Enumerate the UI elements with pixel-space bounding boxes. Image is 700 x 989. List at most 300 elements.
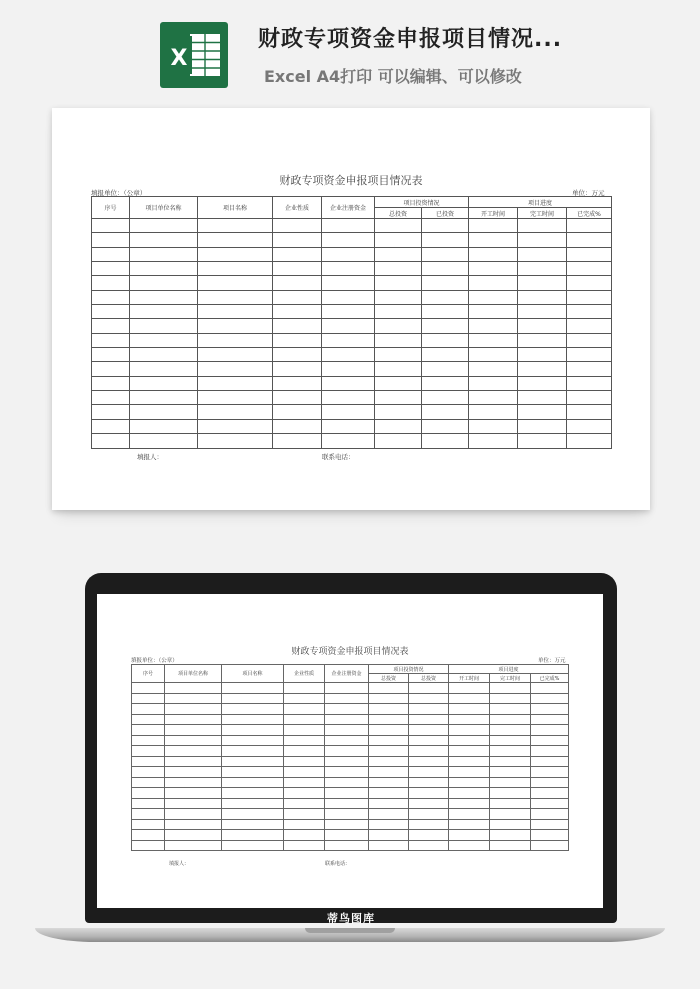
table-cell[interactable] xyxy=(92,434,130,448)
table-cell[interactable] xyxy=(130,262,198,276)
table-cell[interactable] xyxy=(531,714,569,725)
table-cell[interactable] xyxy=(222,714,284,725)
table-cell[interactable] xyxy=(409,777,449,788)
table-cell[interactable] xyxy=(531,830,569,841)
table-cell[interactable] xyxy=(130,276,198,290)
table-cell[interactable] xyxy=(469,405,518,419)
table-cell[interactable] xyxy=(325,714,369,725)
table-cell[interactable] xyxy=(518,262,567,276)
table-cell[interactable] xyxy=(132,704,165,715)
table-cell[interactable] xyxy=(422,319,469,333)
table-cell[interactable] xyxy=(369,725,409,736)
table-cell[interactable] xyxy=(165,830,222,841)
table-cell[interactable] xyxy=(369,819,409,830)
table-cell[interactable] xyxy=(322,319,375,333)
table-cell[interactable] xyxy=(369,788,409,799)
table-cell[interactable] xyxy=(531,798,569,809)
table-cell[interactable] xyxy=(567,348,612,362)
table-cell[interactable] xyxy=(284,735,325,746)
table-cell[interactable] xyxy=(165,767,222,778)
table-cell[interactable] xyxy=(422,233,469,247)
table-cell[interactable] xyxy=(469,262,518,276)
table-cell[interactable] xyxy=(132,840,165,851)
table-cell[interactable] xyxy=(165,777,222,788)
table-cell[interactable] xyxy=(369,798,409,809)
table-cell[interactable] xyxy=(132,830,165,841)
table-cell[interactable] xyxy=(273,276,322,290)
table-cell[interactable] xyxy=(409,704,449,715)
table-cell[interactable] xyxy=(222,693,284,704)
table-cell[interactable] xyxy=(132,809,165,820)
table-cell[interactable] xyxy=(222,840,284,851)
table-cell[interactable] xyxy=(375,247,422,261)
table-cell[interactable] xyxy=(198,276,273,290)
table-cell[interactable] xyxy=(375,290,422,304)
table-cell[interactable] xyxy=(409,746,449,757)
table-cell[interactable] xyxy=(469,305,518,319)
table-cell[interactable] xyxy=(518,348,567,362)
table-cell[interactable] xyxy=(567,262,612,276)
table-cell[interactable] xyxy=(132,777,165,788)
table-cell[interactable] xyxy=(518,290,567,304)
table-cell[interactable] xyxy=(490,746,531,757)
table-cell[interactable] xyxy=(325,777,369,788)
table-cell[interactable] xyxy=(222,798,284,809)
table-cell[interactable] xyxy=(130,348,198,362)
table-cell[interactable] xyxy=(273,362,322,376)
table-cell[interactable] xyxy=(469,362,518,376)
table-cell[interactable] xyxy=(449,693,490,704)
table-cell[interactable] xyxy=(469,376,518,390)
table-cell[interactable] xyxy=(222,704,284,715)
table-cell[interactable] xyxy=(518,247,567,261)
table-cell[interactable] xyxy=(490,777,531,788)
table-cell[interactable] xyxy=(490,683,531,694)
table-cell[interactable] xyxy=(132,746,165,757)
table-cell[interactable] xyxy=(273,247,322,261)
table-cell[interactable] xyxy=(375,233,422,247)
table-cell[interactable] xyxy=(409,756,449,767)
table-cell[interactable] xyxy=(130,434,198,448)
table-cell[interactable] xyxy=(422,305,469,319)
table-cell[interactable] xyxy=(198,219,273,233)
table-cell[interactable] xyxy=(284,704,325,715)
table-cell[interactable] xyxy=(165,704,222,715)
table-cell[interactable] xyxy=(369,809,409,820)
table-cell[interactable] xyxy=(490,809,531,820)
table-cell[interactable] xyxy=(469,219,518,233)
table-cell[interactable] xyxy=(130,376,198,390)
table-cell[interactable] xyxy=(284,798,325,809)
table-cell[interactable] xyxy=(449,798,490,809)
table-cell[interactable] xyxy=(325,798,369,809)
table-cell[interactable] xyxy=(531,683,569,694)
table-cell[interactable] xyxy=(375,405,422,419)
table-cell[interactable] xyxy=(284,767,325,778)
table-cell[interactable] xyxy=(567,319,612,333)
table-cell[interactable] xyxy=(469,434,518,448)
table-cell[interactable] xyxy=(222,809,284,820)
table-cell[interactable] xyxy=(409,809,449,820)
table-cell[interactable] xyxy=(422,376,469,390)
table-cell[interactable] xyxy=(165,788,222,799)
table-cell[interactable] xyxy=(531,819,569,830)
table-cell[interactable] xyxy=(222,767,284,778)
table-cell[interactable] xyxy=(273,348,322,362)
table-cell[interactable] xyxy=(375,391,422,405)
table-cell[interactable] xyxy=(322,247,375,261)
table-cell[interactable] xyxy=(369,767,409,778)
table-cell[interactable] xyxy=(322,305,375,319)
table-cell[interactable] xyxy=(222,683,284,694)
table-cell[interactable] xyxy=(130,305,198,319)
table-cell[interactable] xyxy=(92,276,130,290)
table-cell[interactable] xyxy=(567,247,612,261)
table-cell[interactable] xyxy=(322,333,375,347)
table-cell[interactable] xyxy=(375,333,422,347)
table-cell[interactable] xyxy=(130,362,198,376)
table-cell[interactable] xyxy=(273,333,322,347)
table-cell[interactable] xyxy=(567,290,612,304)
table-cell[interactable] xyxy=(469,419,518,433)
table-cell[interactable] xyxy=(490,798,531,809)
table-cell[interactable] xyxy=(130,391,198,405)
table-cell[interactable] xyxy=(409,788,449,799)
table-cell[interactable] xyxy=(198,247,273,261)
table-cell[interactable] xyxy=(531,840,569,851)
table-cell[interactable] xyxy=(518,405,567,419)
table-cell[interactable] xyxy=(273,262,322,276)
table-cell[interactable] xyxy=(369,704,409,715)
table-cell[interactable] xyxy=(375,305,422,319)
table-cell[interactable] xyxy=(449,830,490,841)
table-cell[interactable] xyxy=(449,819,490,830)
table-cell[interactable] xyxy=(198,405,273,419)
table-cell[interactable] xyxy=(222,725,284,736)
table-cell[interactable] xyxy=(567,333,612,347)
table-cell[interactable] xyxy=(518,362,567,376)
table-cell[interactable] xyxy=(518,434,567,448)
table-cell[interactable] xyxy=(325,830,369,841)
table-cell[interactable] xyxy=(322,276,375,290)
table-cell[interactable] xyxy=(325,746,369,757)
table-cell[interactable] xyxy=(322,434,375,448)
table-cell[interactable] xyxy=(222,746,284,757)
table-cell[interactable] xyxy=(490,725,531,736)
table-cell[interactable] xyxy=(409,819,449,830)
table-cell[interactable] xyxy=(165,725,222,736)
table-cell[interactable] xyxy=(273,319,322,333)
table-cell[interactable] xyxy=(322,376,375,390)
table-cell[interactable] xyxy=(449,725,490,736)
table-cell[interactable] xyxy=(165,840,222,851)
table-cell[interactable] xyxy=(490,756,531,767)
table-cell[interactable] xyxy=(325,840,369,851)
table-cell[interactable] xyxy=(422,262,469,276)
table-cell[interactable] xyxy=(567,233,612,247)
table-cell[interactable] xyxy=(273,233,322,247)
table-cell[interactable] xyxy=(273,305,322,319)
table-cell[interactable] xyxy=(531,788,569,799)
table-cell[interactable] xyxy=(409,714,449,725)
table-cell[interactable] xyxy=(531,767,569,778)
table-cell[interactable] xyxy=(449,735,490,746)
table-cell[interactable] xyxy=(284,714,325,725)
table-cell[interactable] xyxy=(518,376,567,390)
table-cell[interactable] xyxy=(132,819,165,830)
table-cell[interactable] xyxy=(422,405,469,419)
table-cell[interactable] xyxy=(369,756,409,767)
table-cell[interactable] xyxy=(198,391,273,405)
table-cell[interactable] xyxy=(449,714,490,725)
table-cell[interactable] xyxy=(198,434,273,448)
table-cell[interactable] xyxy=(325,704,369,715)
table-cell[interactable] xyxy=(449,704,490,715)
table-cell[interactable] xyxy=(567,276,612,290)
table-cell[interactable] xyxy=(284,840,325,851)
table-cell[interactable] xyxy=(531,809,569,820)
table-cell[interactable] xyxy=(273,405,322,419)
table-cell[interactable] xyxy=(375,319,422,333)
table-cell[interactable] xyxy=(518,319,567,333)
table-cell[interactable] xyxy=(198,262,273,276)
table-cell[interactable] xyxy=(92,305,130,319)
table-cell[interactable] xyxy=(284,819,325,830)
table-cell[interactable] xyxy=(165,746,222,757)
table-cell[interactable] xyxy=(518,419,567,433)
table-cell[interactable] xyxy=(490,693,531,704)
table-cell[interactable] xyxy=(422,362,469,376)
table-cell[interactable] xyxy=(198,348,273,362)
table-cell[interactable] xyxy=(375,276,422,290)
table-cell[interactable] xyxy=(449,756,490,767)
table-cell[interactable] xyxy=(369,840,409,851)
table-cell[interactable] xyxy=(322,419,375,433)
table-cell[interactable] xyxy=(518,233,567,247)
table-cell[interactable] xyxy=(531,704,569,715)
table-cell[interactable] xyxy=(130,405,198,419)
table-cell[interactable] xyxy=(449,767,490,778)
table-cell[interactable] xyxy=(284,809,325,820)
table-cell[interactable] xyxy=(322,290,375,304)
table-cell[interactable] xyxy=(531,777,569,788)
table-cell[interactable] xyxy=(422,290,469,304)
table-cell[interactable] xyxy=(409,798,449,809)
table-cell[interactable] xyxy=(165,809,222,820)
table-cell[interactable] xyxy=(222,830,284,841)
table-cell[interactable] xyxy=(198,233,273,247)
table-cell[interactable] xyxy=(325,725,369,736)
table-cell[interactable] xyxy=(165,693,222,704)
table-cell[interactable] xyxy=(567,362,612,376)
table-cell[interactable] xyxy=(490,840,531,851)
table-cell[interactable] xyxy=(469,319,518,333)
table-cell[interactable] xyxy=(284,683,325,694)
table-cell[interactable] xyxy=(132,683,165,694)
table-cell[interactable] xyxy=(92,348,130,362)
table-cell[interactable] xyxy=(92,391,130,405)
table-cell[interactable] xyxy=(198,376,273,390)
table-cell[interactable] xyxy=(469,233,518,247)
table-cell[interactable] xyxy=(322,348,375,362)
table-cell[interactable] xyxy=(222,735,284,746)
table-cell[interactable] xyxy=(531,756,569,767)
table-cell[interactable] xyxy=(322,233,375,247)
table-cell[interactable] xyxy=(132,714,165,725)
table-cell[interactable] xyxy=(369,714,409,725)
table-cell[interactable] xyxy=(284,788,325,799)
table-cell[interactable] xyxy=(375,434,422,448)
table-cell[interactable] xyxy=(490,767,531,778)
table-cell[interactable] xyxy=(273,219,322,233)
table-cell[interactable] xyxy=(567,219,612,233)
table-cell[interactable] xyxy=(130,219,198,233)
table-cell[interactable] xyxy=(92,247,130,261)
table-cell[interactable] xyxy=(130,247,198,261)
table-cell[interactable] xyxy=(422,348,469,362)
table-cell[interactable] xyxy=(284,777,325,788)
table-cell[interactable] xyxy=(325,683,369,694)
table-cell[interactable] xyxy=(132,798,165,809)
table-cell[interactable] xyxy=(130,290,198,304)
table-cell[interactable] xyxy=(325,767,369,778)
table-cell[interactable] xyxy=(322,219,375,233)
table-cell[interactable] xyxy=(130,319,198,333)
table-cell[interactable] xyxy=(375,348,422,362)
table-cell[interactable] xyxy=(92,262,130,276)
table-cell[interactable] xyxy=(375,262,422,276)
table-cell[interactable] xyxy=(490,819,531,830)
table-cell[interactable] xyxy=(469,276,518,290)
table-cell[interactable] xyxy=(422,276,469,290)
table-cell[interactable] xyxy=(273,419,322,433)
table-cell[interactable] xyxy=(92,290,130,304)
table-cell[interactable] xyxy=(422,434,469,448)
table-cell[interactable] xyxy=(449,777,490,788)
table-cell[interactable] xyxy=(273,290,322,304)
table-cell[interactable] xyxy=(165,798,222,809)
table-cell[interactable] xyxy=(409,767,449,778)
table-cell[interactable] xyxy=(325,788,369,799)
table-cell[interactable] xyxy=(531,693,569,704)
table-cell[interactable] xyxy=(409,840,449,851)
table-cell[interactable] xyxy=(222,788,284,799)
table-cell[interactable] xyxy=(325,756,369,767)
table-cell[interactable] xyxy=(92,233,130,247)
table-cell[interactable] xyxy=(322,262,375,276)
table-cell[interactable] xyxy=(132,788,165,799)
table-cell[interactable] xyxy=(422,333,469,347)
table-cell[interactable] xyxy=(531,746,569,757)
table-cell[interactable] xyxy=(325,809,369,820)
table-cell[interactable] xyxy=(92,419,130,433)
table-cell[interactable] xyxy=(531,725,569,736)
table-cell[interactable] xyxy=(284,830,325,841)
table-cell[interactable] xyxy=(92,405,130,419)
table-cell[interactable] xyxy=(325,819,369,830)
table-cell[interactable] xyxy=(518,276,567,290)
table-cell[interactable] xyxy=(518,333,567,347)
table-cell[interactable] xyxy=(375,362,422,376)
table-cell[interactable] xyxy=(198,419,273,433)
table-cell[interactable] xyxy=(409,830,449,841)
table-cell[interactable] xyxy=(518,391,567,405)
table-cell[interactable] xyxy=(165,683,222,694)
table-cell[interactable] xyxy=(222,819,284,830)
table-cell[interactable] xyxy=(422,247,469,261)
table-cell[interactable] xyxy=(422,419,469,433)
table-cell[interactable] xyxy=(222,756,284,767)
table-cell[interactable] xyxy=(490,714,531,725)
table-cell[interactable] xyxy=(449,683,490,694)
table-cell[interactable] xyxy=(567,434,612,448)
table-cell[interactable] xyxy=(567,305,612,319)
table-cell[interactable] xyxy=(469,333,518,347)
table-cell[interactable] xyxy=(284,746,325,757)
table-cell[interactable] xyxy=(198,333,273,347)
table-cell[interactable] xyxy=(132,767,165,778)
table-cell[interactable] xyxy=(567,391,612,405)
table-cell[interactable] xyxy=(222,777,284,788)
table-cell[interactable] xyxy=(273,376,322,390)
table-cell[interactable] xyxy=(409,735,449,746)
table-cell[interactable] xyxy=(567,419,612,433)
table-cell[interactable] xyxy=(490,704,531,715)
table-cell[interactable] xyxy=(198,319,273,333)
table-cell[interactable] xyxy=(92,333,130,347)
table-cell[interactable] xyxy=(469,247,518,261)
table-cell[interactable] xyxy=(198,290,273,304)
table-cell[interactable] xyxy=(92,362,130,376)
table-cell[interactable] xyxy=(130,333,198,347)
table-cell[interactable] xyxy=(132,693,165,704)
table-cell[interactable] xyxy=(198,362,273,376)
table-cell[interactable] xyxy=(518,219,567,233)
table-cell[interactable] xyxy=(369,777,409,788)
table-cell[interactable] xyxy=(369,746,409,757)
table-cell[interactable] xyxy=(322,405,375,419)
table-cell[interactable] xyxy=(165,735,222,746)
table-cell[interactable] xyxy=(409,683,449,694)
table-cell[interactable] xyxy=(449,788,490,799)
table-cell[interactable] xyxy=(284,725,325,736)
table-cell[interactable] xyxy=(325,735,369,746)
table-cell[interactable] xyxy=(92,376,130,390)
table-cell[interactable] xyxy=(325,693,369,704)
table-cell[interactable] xyxy=(375,219,422,233)
table-cell[interactable] xyxy=(130,419,198,433)
table-cell[interactable] xyxy=(284,693,325,704)
table-cell[interactable] xyxy=(130,233,198,247)
table-cell[interactable] xyxy=(92,319,130,333)
table-cell[interactable] xyxy=(490,788,531,799)
table-cell[interactable] xyxy=(422,391,469,405)
table-cell[interactable] xyxy=(165,714,222,725)
table-cell[interactable] xyxy=(375,376,422,390)
table-cell[interactable] xyxy=(531,735,569,746)
table-cell[interactable] xyxy=(375,419,422,433)
table-cell[interactable] xyxy=(369,830,409,841)
table-cell[interactable] xyxy=(322,362,375,376)
table-cell[interactable] xyxy=(490,830,531,841)
table-cell[interactable] xyxy=(469,391,518,405)
table-cell[interactable] xyxy=(369,693,409,704)
table-cell[interactable] xyxy=(518,305,567,319)
table-cell[interactable] xyxy=(284,756,325,767)
table-cell[interactable] xyxy=(132,725,165,736)
table-cell[interactable] xyxy=(273,434,322,448)
table-cell[interactable] xyxy=(567,405,612,419)
